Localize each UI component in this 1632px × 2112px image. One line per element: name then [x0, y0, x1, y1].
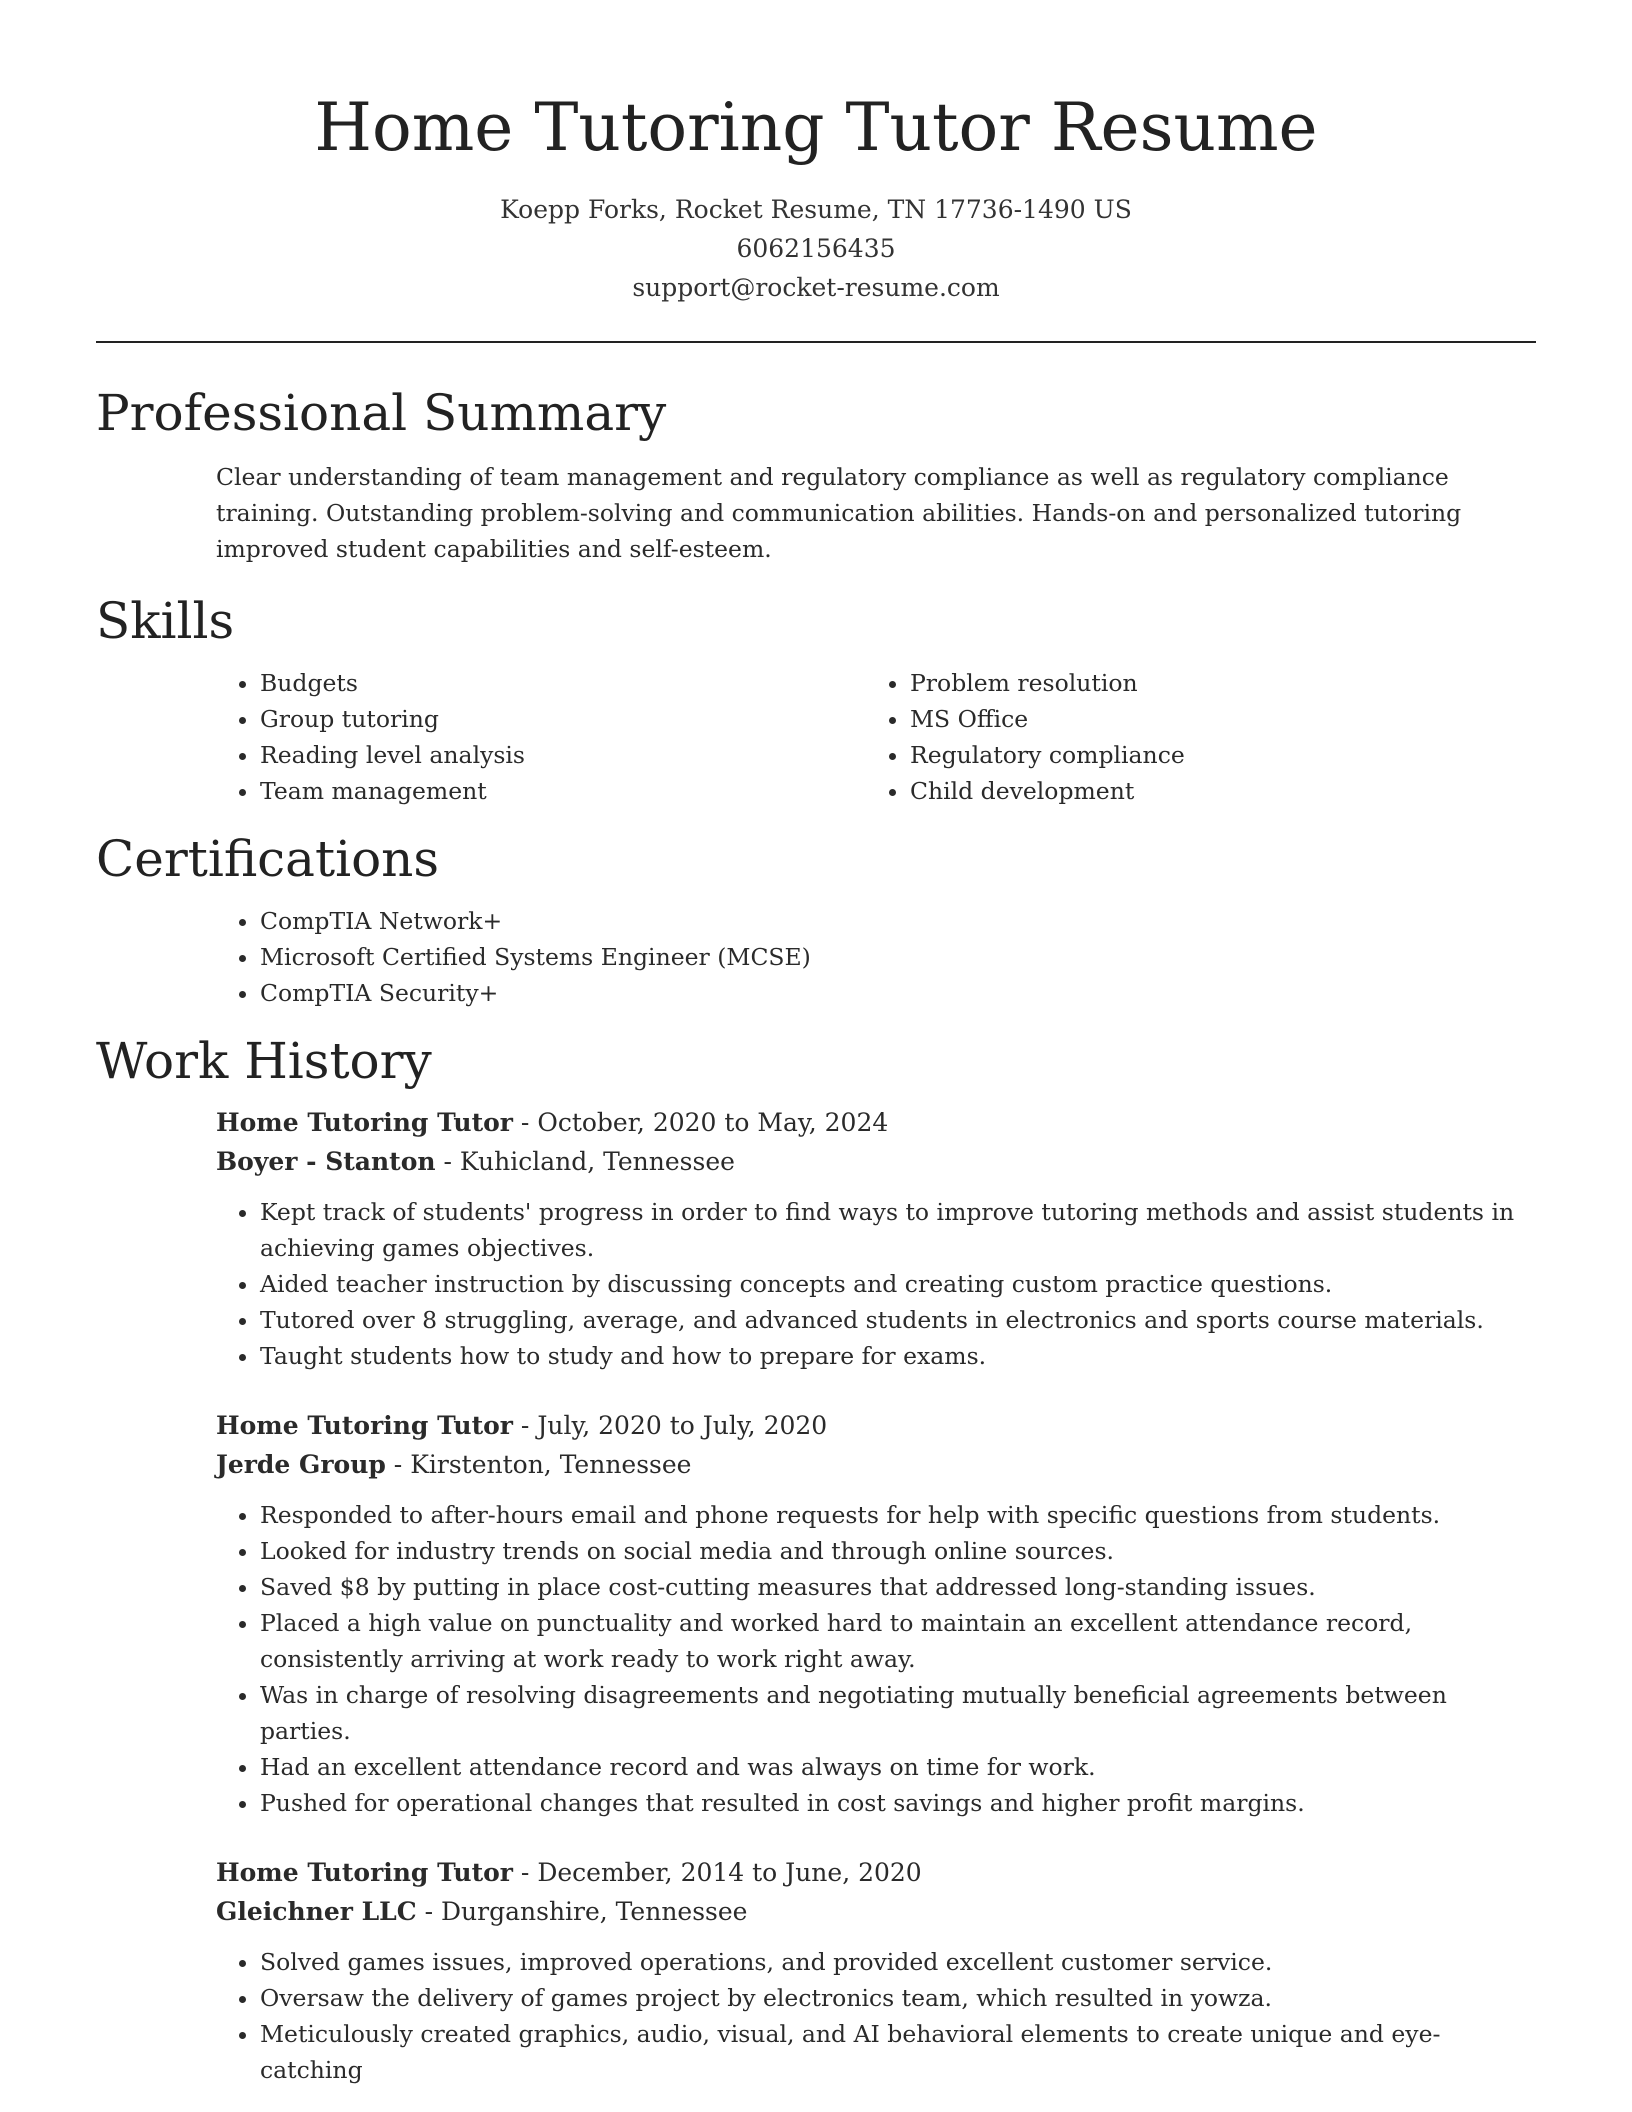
certification-item: • CompTIA Network+: [260, 903, 1536, 939]
skill-item: • Regulatory compliance: [910, 737, 1516, 773]
job-company: Jerde Group: [216, 1450, 386, 1479]
job-bullet: • Saved $8 by putting in place cost-cutting measures that addressed long-standing issues.: [260, 1569, 1536, 1605]
job-bullet: • Aided teacher instruction by discussing concepts and creating custom practice questions.: [260, 1266, 1536, 1302]
job-bullets: [216, 1944, 1536, 2088]
certification-item: • Microsoft Certified Systems Engineer (MCSE): [260, 939, 1536, 975]
job-location: - Durganshire, Tennessee: [416, 1897, 748, 1926]
skill-item: • Child development: [910, 773, 1516, 809]
job-location: - Kirstenton, Tennessee: [385, 1450, 692, 1479]
job-entry: [216, 1406, 1536, 1484]
job-role: Home Tutoring Tutor: [216, 1411, 513, 1440]
contact-email: support@rocket-resume.com: [632, 273, 1000, 302]
job-company-line: [216, 1445, 1536, 1484]
job-bullet: • Kept track of students' progress in order to find ways to improve tutoring methods and assist students in achieving games objectives.: [260, 1194, 1536, 1266]
skills-list: [216, 665, 1536, 809]
contact-block: [96, 190, 1536, 307]
skill-item: • Team management: [260, 773, 866, 809]
skill-item: • Budgets: [260, 665, 866, 701]
certification-item: • CompTIA Security+: [260, 975, 1536, 1011]
job-title-line: [216, 1853, 1536, 1892]
job-bullet: • Tutored over 8 struggling, average, and advanced students in electronics and sports course materials.: [260, 1302, 1536, 1338]
certifications-heading: Certifications: [96, 830, 440, 888]
header-divider: [96, 341, 1536, 343]
work-history-heading: Work History: [96, 1032, 432, 1090]
summary-heading: Professional Summary: [96, 384, 667, 442]
job-bullet: • Placed a high value on punctuality and worked hard to maintain an excellent attendance record, consistently arriving at work ready to work right away.: [260, 1605, 1536, 1677]
job-bullet: • Had an excellent attendance record and was always on time for work.: [260, 1749, 1536, 1785]
job-bullet: • Meticulously created graphics, audio, visual, and AI behavioral elements to create unique and eye-catching: [260, 2016, 1536, 2088]
job-entry: [216, 1853, 1536, 1931]
skills-heading: Skills: [96, 592, 235, 650]
skill-item: • Group tutoring: [260, 701, 866, 737]
job-dates: - October, 2020 to May, 2024: [512, 1108, 889, 1137]
job-bullet: • Looked for industry trends on social media and through online sources.: [260, 1533, 1536, 1569]
summary-text: Clear understanding of team management and regulatory compliance as well as regulatory compliance training. Outstanding problem-solving and communication abilities. Hands-on and personalized tutoring improved student capabilities and self-esteem.: [216, 463, 1462, 563]
contact-address: Koepp Forks, Rocket Resume, TN 17736-1490 US: [500, 195, 1132, 224]
job-bullet: • Pushed for operational changes that resulted in cost savings and higher profit margins.: [260, 1785, 1536, 1821]
skills-column-right: [866, 665, 1516, 809]
job-bullet: • Oversaw the delivery of games project by electronics team, which resulted in yowza.: [260, 1980, 1536, 2016]
job-role: Home Tutoring Tutor: [216, 1858, 513, 1887]
job-role: Home Tutoring Tutor: [216, 1108, 513, 1137]
job-company: Boyer - Stanton: [216, 1147, 436, 1176]
resume-page: [96, 0, 1536, 2088]
job-title-line: [216, 1406, 1536, 1445]
job-dates: - July, 2020 to July, 2020: [512, 1411, 828, 1440]
job-bullet: • Solved games issues, improved operations, and provided excellent customer service.: [260, 1944, 1536, 1980]
job-bullet: • Responded to after-hours email and phone requests for help with specific questions from students.: [260, 1497, 1536, 1533]
job-bullets: [216, 1497, 1536, 1821]
job-company-line: [216, 1892, 1536, 1931]
skill-item: • MS Office: [910, 701, 1516, 737]
job-location: - Kuhicland, Tennessee: [435, 1147, 735, 1176]
job-bullets: [216, 1194, 1536, 1374]
certifications-list: [216, 903, 1536, 1011]
job-company: Gleichner LLC: [216, 1897, 417, 1926]
resume-title: Home Tutoring Tutor Resume: [314, 89, 1318, 166]
contact-phone: 6062156435: [736, 234, 896, 263]
job-entry: [216, 1103, 1536, 1181]
job-bullet: • Was in charge of resolving disagreements and negotiating mutually beneficial agreements between parties.: [260, 1677, 1536, 1749]
job-dates: - December, 2014 to June, 2020: [512, 1858, 922, 1887]
job-bullet: • Taught students how to study and how to prepare for exams.: [260, 1338, 1536, 1374]
skill-item: • Problem resolution: [910, 665, 1516, 701]
skills-column-left: [216, 665, 866, 809]
skill-item: • Reading level analysis: [260, 737, 866, 773]
job-company-line: [216, 1142, 1536, 1181]
job-title-line: [216, 1103, 1536, 1142]
